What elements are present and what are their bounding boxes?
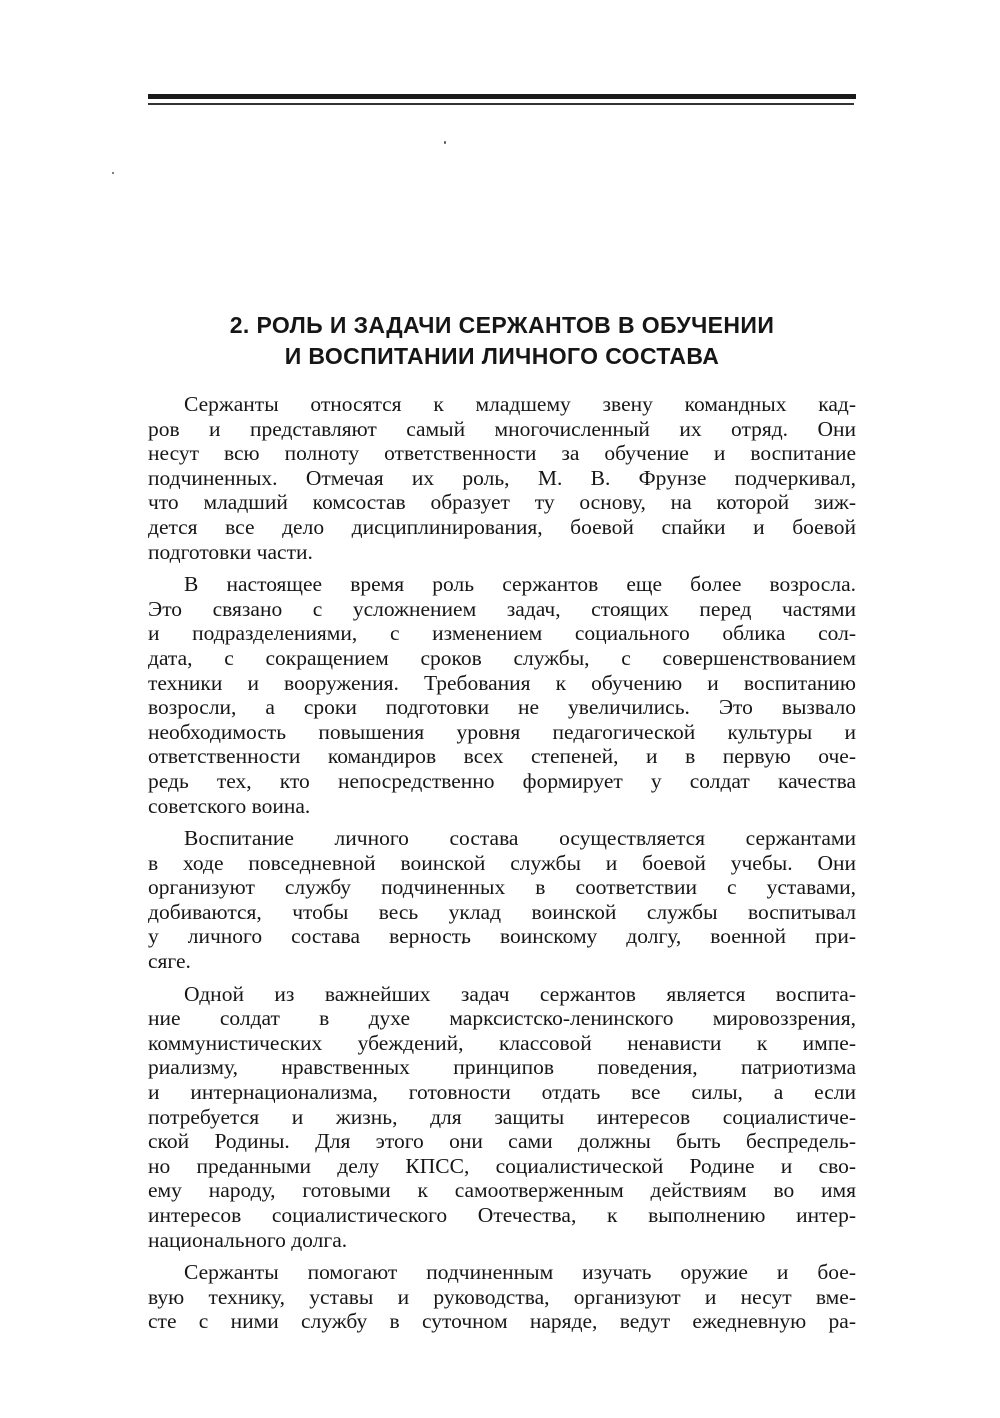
- paragraph-line: в ходе повседневной воинской службы и боевой учебы. Они: [148, 850, 856, 875]
- section-heading-line-2: И ВОСПИТАНИИ ЛИЧНОГО СОСТАВА: [284, 343, 720, 369]
- paragraph-line: интересов социалистического Отечества, к выполнению интер-: [148, 1203, 856, 1227]
- paragraph-line: риализму, нравственных принципов поведения, патриотизма: [148, 1055, 856, 1080]
- section-heading-line-1: 2. РОЛЬ И ЗАДАЧИ СЕРЖАНТОВ В ОБУЧЕНИИ: [229, 312, 775, 338]
- body-text: [148, 392, 856, 1342]
- header-rule: [148, 94, 856, 99]
- paragraph-line: потребуется и жизнь, для защиты интересов социалистиче-: [148, 1104, 856, 1129]
- paragraph-line: сяге.: [148, 949, 191, 974]
- scan-speck: [112, 172, 114, 174]
- paragraph-line: Сержанты помогают подчиненным изучать оружие и бое-: [184, 1260, 856, 1285]
- paragraph-line: необходимость повышения уровня педагогической культуры и: [148, 719, 856, 744]
- paragraph-line: но преданными делу КПСС, социалистической Родине и сво-: [148, 1153, 856, 1178]
- scan-speck: [444, 141, 446, 144]
- paragraph: [148, 1260, 856, 1334]
- paragraph: [148, 826, 856, 974]
- paragraph-line: сте с ними службу в суточном наряде, ведут ежедневную ра-: [148, 1309, 856, 1334]
- paragraph-line: ответственности командиров всех степеней, и в первую оче-: [148, 744, 856, 769]
- paragraph: [148, 982, 856, 1253]
- paragraph-line: советского воина.: [148, 793, 311, 818]
- paragraph-line: ему народу, готовыми к самоотверженным действиям во имя: [148, 1178, 856, 1203]
- paragraph-line: В настоящее время роль сержантов еще более возросла.: [184, 572, 856, 597]
- paragraph-line: несут всю полноту ответственности за обучение и воспитание: [148, 441, 856, 466]
- paragraph-line: организуют службу подчиненных в соответствии с уставами,: [148, 875, 856, 900]
- paragraph-line: редь тех, кто непосредственно формирует у солдат качества: [148, 768, 856, 793]
- paragraph-line: техники и вооружения. Требования к обучению и воспитанию: [148, 670, 856, 695]
- paragraph-line: ской Родины. Для этого они сами должны быть беспредель-: [148, 1129, 856, 1154]
- paragraph-line: возросли, а сроки подготовки не увеличились. Это вызвало: [148, 695, 856, 720]
- paragraph-line: Одной из важнейших задач сержантов является воспита-: [184, 981, 856, 1006]
- paragraph: [148, 572, 856, 818]
- paragraph-line: национального долга.: [148, 1227, 348, 1252]
- paragraph-line: Это связано с усложнением задач, стоящих перед частями: [148, 596, 856, 621]
- paragraph-line: коммунистических убеждений, классовой ненависти к импе-: [148, 1030, 856, 1055]
- paragraph-line: подготовки части.: [148, 539, 313, 564]
- paragraph-line: что младший комсостав образует ту основу, на которой зиж-: [148, 490, 856, 515]
- paragraph: [148, 392, 856, 564]
- paragraph-line: добиваются, чтобы весь уклад воинской службы воспитывал: [148, 899, 856, 924]
- paragraph-line: и интернационализма, готовности отдать все силы, а если: [148, 1080, 856, 1105]
- paragraph-line: ров и представляют самый многочисленный их отряд. Они: [148, 416, 856, 441]
- section-heading: [148, 310, 856, 372]
- paragraph-line: дата, с сокращением сроков службы, с совершенствованием: [148, 645, 856, 670]
- paragraph-line: Сержанты относятся к младшему звену командных кад-: [184, 392, 856, 416]
- paragraph-line: Воспитание личного состава осуществляется сержантами: [184, 826, 856, 851]
- paragraph-line: вую технику, уставы и руководства, организуют и несут вме-: [148, 1284, 856, 1309]
- paragraph-line: у личного состава верность воинскому долгу, военной при-: [148, 924, 856, 949]
- paragraph-line: и подразделениями, с изменением социального облика сол-: [148, 621, 856, 646]
- paragraph-line: ние солдат в духе марксистско-ленинского мировоззрения,: [148, 1006, 856, 1031]
- paragraph-line: подчиненных. Отмечая их роль, М. В. Фрунзе подчеркивал,: [148, 465, 856, 490]
- header-rule-thin: [148, 103, 854, 105]
- paragraph-line: дется все дело дисциплинирования, боевой спайки и боевой: [148, 514, 856, 539]
